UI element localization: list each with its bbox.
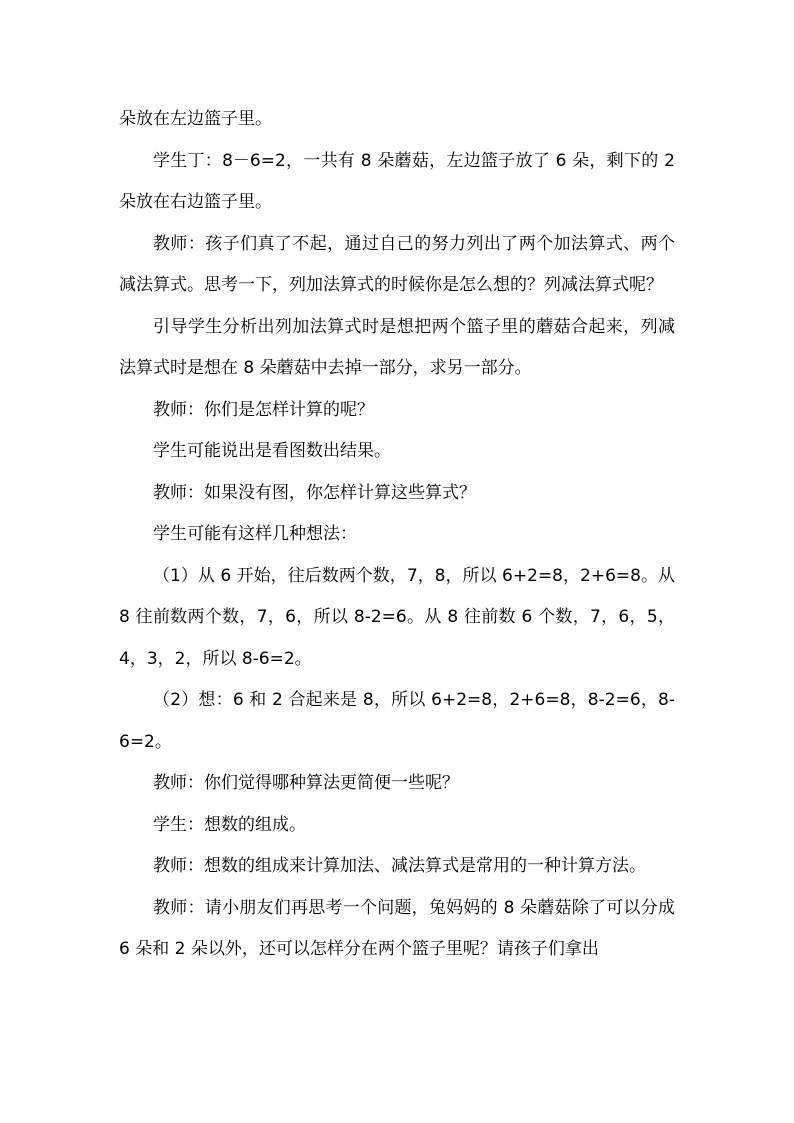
paragraph-student-ding: 学生丁：8－6=2，一共有 8 朵蘑菇，左边篮子放了 6 朵，剩下的 2 朵放在右边篮子里。 (119, 150, 675, 212)
paragraph-method-1: （1）从 6 开始，往后数两个数，7，8，所以 6+2=8，2+6=8。从 8 往前数两个数，7，6，所以 8-2=6。从 8 往前数 6 个数，7，6，5，4，3，2，所以 8-6=2。 (119, 565, 675, 669)
paragraph-continuation: 朵放在左边篮子里。 (119, 109, 272, 129)
paragraph-teacher-which-method: 教师：你们觉得哪种算法更简便一些呢？ (153, 773, 459, 793)
paragraph-teacher-question: 教师：你们是怎样计算的呢？ (153, 399, 374, 420)
paragraph-student-ideas: 学生可能有这样几种想法： (153, 524, 357, 544)
paragraph-student-answer: 学生可能说出是看图数出结果。 (153, 441, 391, 461)
paragraph-method-2: （2）想：6 和 2 合起来是 8，所以 6+2=8，2+6=8，8-2=6，8-6=2。 (119, 690, 675, 752)
paragraph-student-composition: 学生：想数的组成。 (153, 814, 306, 835)
paragraph-teacher-no-picture: 教师：如果没有图，你怎样计算这些算式？ (153, 482, 476, 503)
paragraph-teacher-summary: 教师：想数的组成来计算加法、减法算式是常用的一种计算方法。 (153, 856, 646, 876)
paragraph-guidance: 引导学生分析出列加法算式时是想把两个篮子里的蘑菇合起来，列减法算式时是想在 8 朵蘑菇中去掉一部分，求另一部分。 (119, 316, 675, 378)
paragraph-teacher-praise: 教师：孩子们真了不起，通过自己的努力列出了两个加法算式、两个减法算式。思考一下，列加法算式的时候你是怎么想的？列减法算式呢？ (119, 233, 675, 295)
document-body (119, 99, 675, 971)
paragraph-teacher-new-question: 教师：请小朋友们再思考一个问题，兔妈妈的 8 朵蘑菇除了可以分成 6 朵和 2 朵以外，还可以怎样分在两个篮子里呢？请孩子们拿出 (119, 897, 675, 959)
